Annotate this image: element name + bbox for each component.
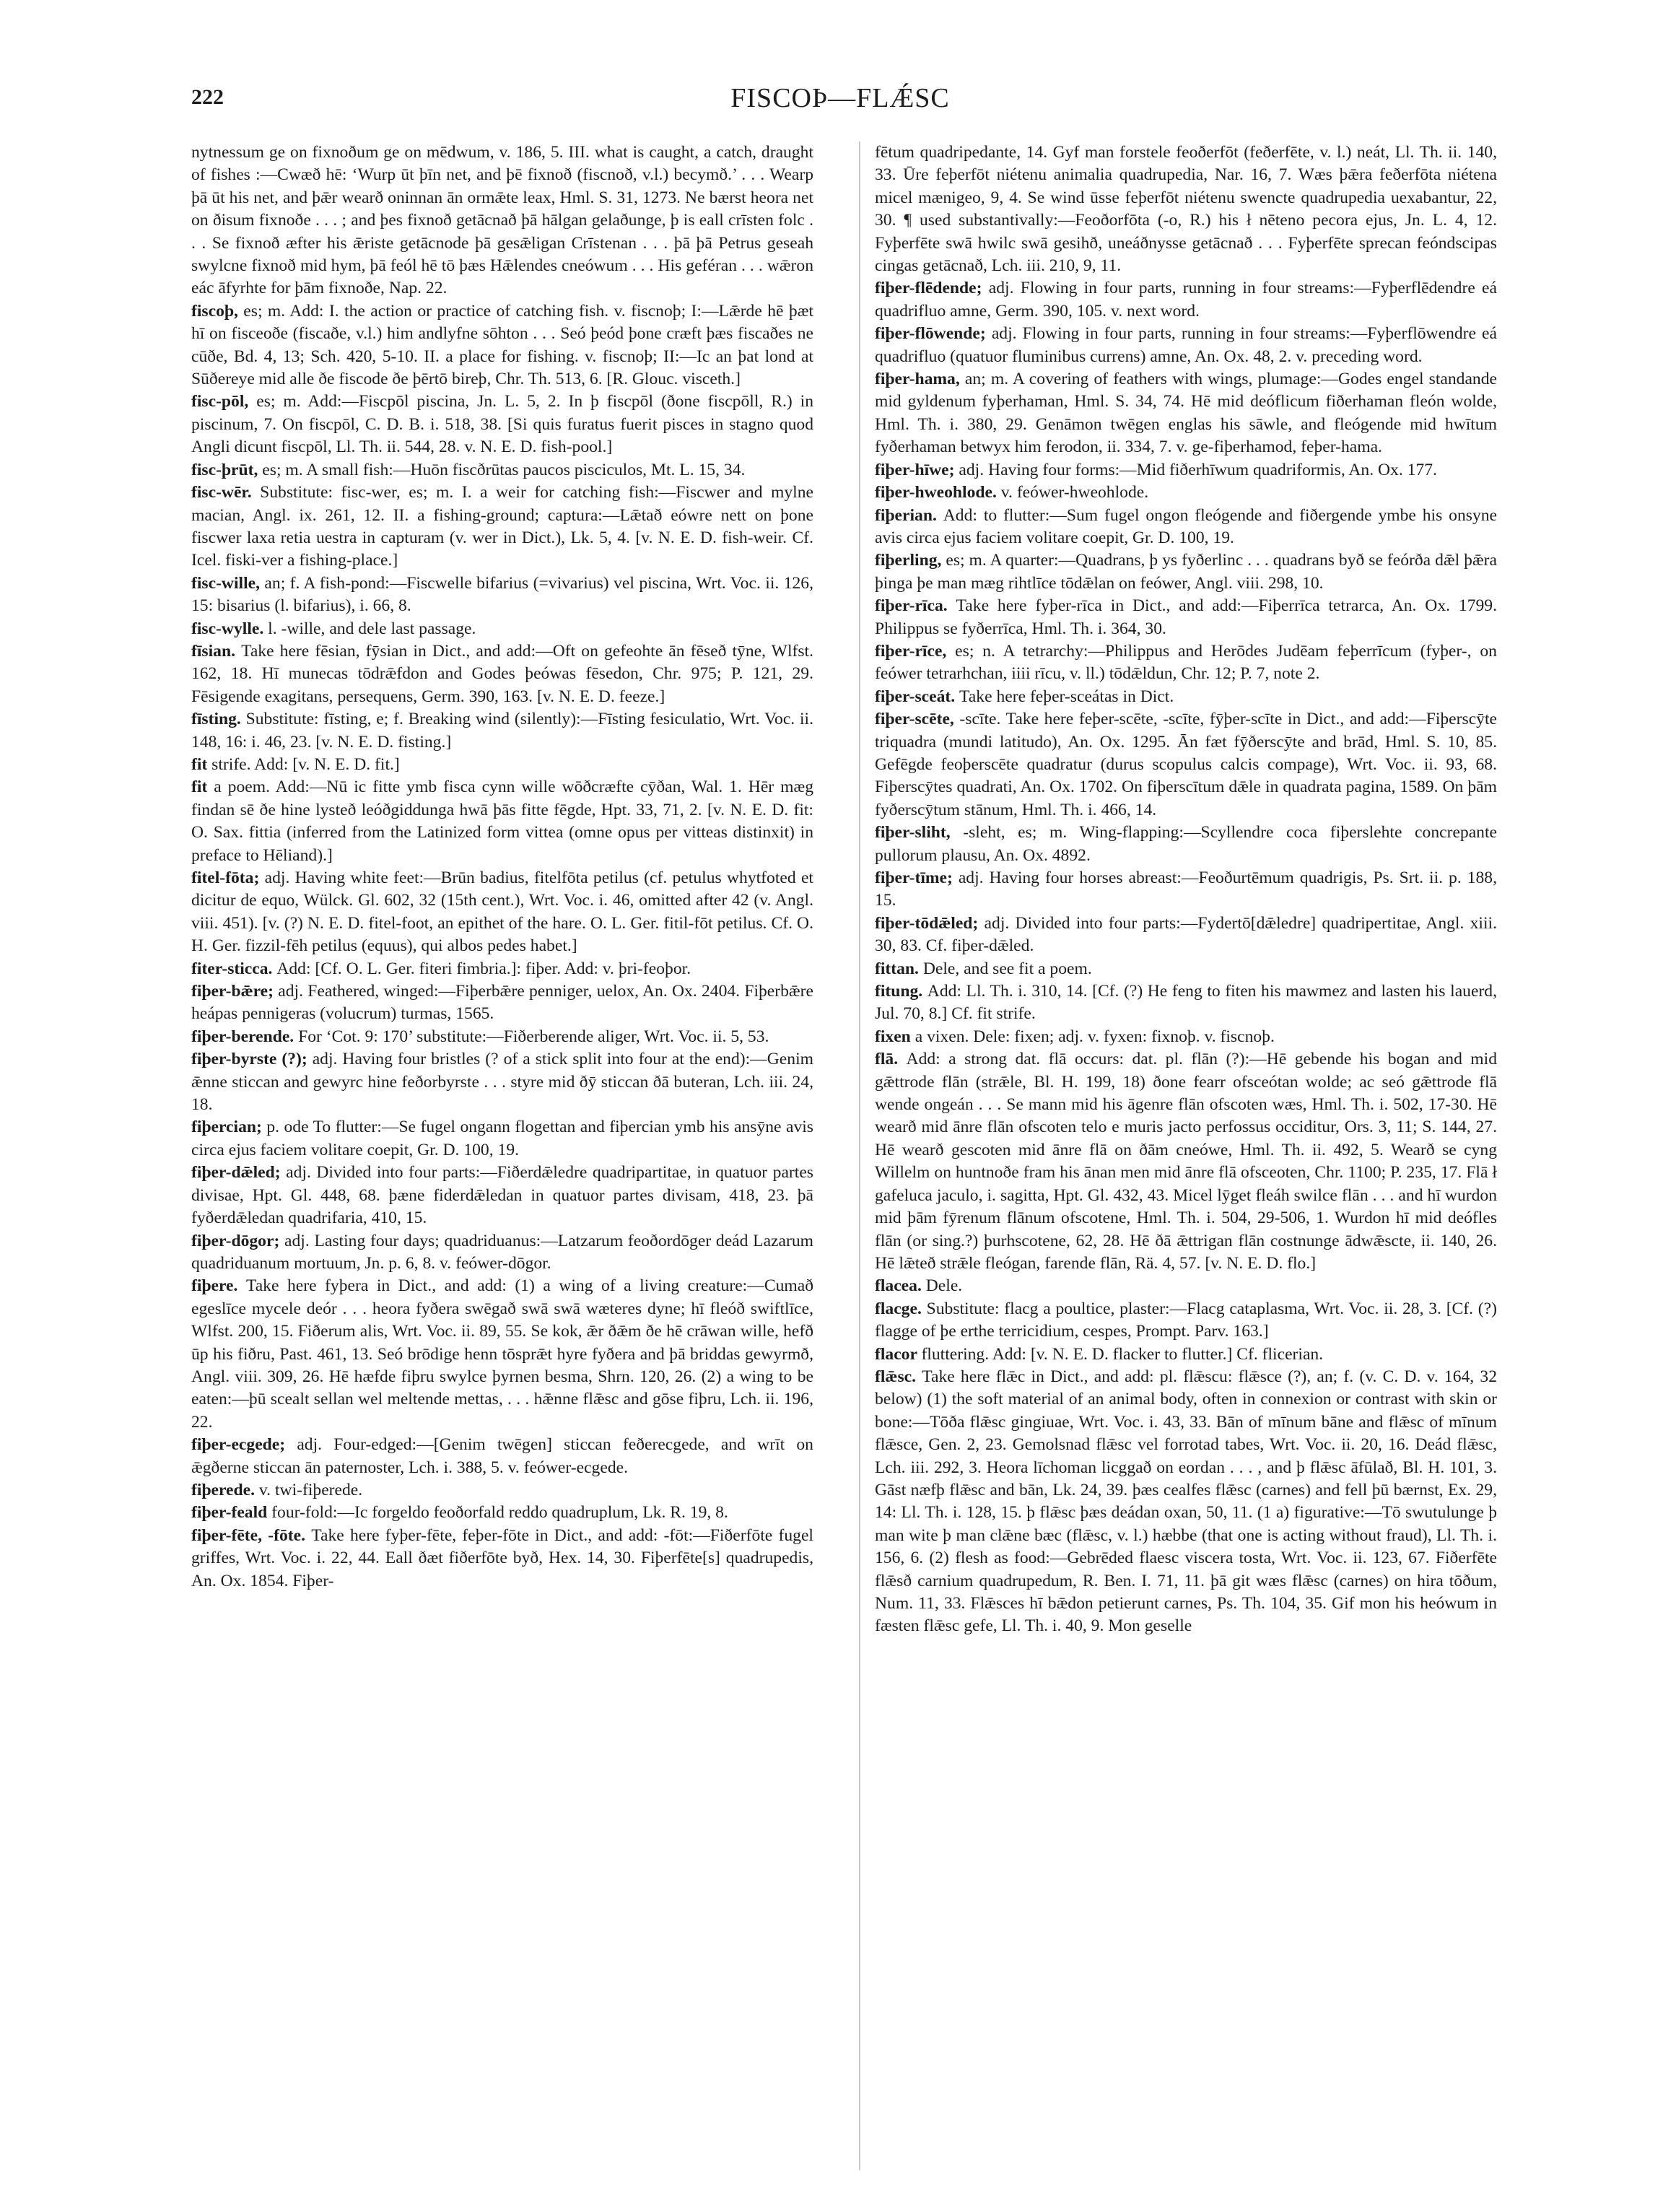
entry-headword: fiþer-hīwe; [875,460,959,479]
entry-headword: fitung. [875,982,927,1001]
entry-text: Take here fēsian, fȳsian in Dict., and add:—Oft on gefeohte ān fēseð tȳne, Wlfst. 162, 18. Hī munecas tōdrǣfdon and Godes þeówas fēsedon, Chr. 975; P. 121, 29. Fēsigende exagitans, persequens, Germ. 390, 163. [v. N. E. D. feeze.] [191,641,813,706]
entry-headword: flacea. [875,1276,926,1296]
entry-headword: fiþer-rīce, [875,641,956,661]
dictionary-entry [191,1434,813,1479]
entry-headword: fiþer-ecgede; [191,1435,297,1455]
entry-text: adj. Flowing in four parts, running in four streams:—Fyþerflōwendre eá quadrifluo (quatuor fluminibus currens) amne, An. Ox. 48, 2. v. preceding word. [875,324,1497,366]
entry-text: Take here flǣc in Dict., and add: pl. flǣscu: flǣsce (?), an; f. (v. C. D. v. 164, 32 below) (1) the soft material of an animal body, often in connexion or contrast with skin or bone:—Tōða flǣsc gingiuae, Wrt. Voc. i. 43, 33. Bān of mīnum bāne and flǣsc of mīnum flǣsce, Gen. 2, 23. Gemolsnad flǣsc vel forrotad tabes, Wrt. Voc. ii. 20, 16. Deád flǣsc, Lch. iii. 292, 3. Heora līchoman licggað on eordan . . . , and þ flǣsc āfūlað, Bl. H. 101, 3. Gāst næfþ flǣsc and bān, Lk. 24, 39. þæs cealfes flǣsc (carnes) and fell þū bærnst, Ex. 29, 14: Ll. Th. i. 128, 15. þ flǣsc þæs deádan oxan, 50, 11. (1 a) figurative:—Tō swutulunge þ man wite þ man clǣne bæc (flǣsc, v. l.) hæbbe (that one is acting without fraud), Ll. Th. i. 156, 6. (2) flesh as food:—Gebrēded flaesc viscera tosta, Wrt. Voc. ii. 123, 67. Fiðerfēte flǣsð carnium quadrupedum, R. Ben. I. 71, 11. þā git wæs flǣsc (carnes) on hira tōðum, Num. 11, 33. Flǣsces hī bǣdon petierunt carnes, Ps. Th. 104, 35. Gif mon his heówum in fæsten flǣsc gefe, Ll. Th. i. 40, 9. Mon geselle [875,1367,1497,1636]
entry-text: Substitute: flacg a poultice, plaster:—Flacg cataplasma, Wrt. Voc. ii. 28, 3. [Cf. (?) flagge of þe erthe terricidium, cespes, Prompt. Parv. 163.] [875,1299,1497,1341]
dictionary-entry [875,1298,1497,1344]
dictionary-entry [191,1525,813,1593]
dictionary-entry [191,867,813,958]
right-column [875,141,1497,2170]
entry-headword: fittan. [875,959,923,978]
dictionary-entry [191,958,813,980]
entry-text: Add: a strong dat. flā occurs: dat. pl. flān (?):—Hē gebende his bogan and mid gǣttrode flān (strǣle, Bl. H. 199, 18) ðone fearr ofsceótan wolde; ac seó gǣttrode flā wende ongeán . . . Se mann mid his āgenre flān ofscoten wæs, Hml. Th. i. 502, 17-30. Hē wearð mid ānre flān ofscoten telo e muris jacto perfossus occiditur, Ors. 3, 11; S. 144, 27. Hē wearð gescoten mid ānre flā on ðām cneówe, Hml. Th. ii. 492, 5. Wearð se cyng Willelm on huntnoðe fram his ānan men mid ānre flā ofsceoten, Chr. 1100; P. 235, 17. Flā ł gafeluca jaculo, i. sagitta, Hpt. Gl. 432, 43. Micel lȳget fleáh swilce flān . . . and hī wurdon mid þām fȳrenum flānum ofscotene, Hml. Th. i. 504, 29-506, 1. Wurdon hī mid deófles flān (or sing.?) þurhscotene, 62, 28. Hē ðā ǣttrigan flān costnunge ādwǣscte, ii. 140, 26. Hē lǣteð strǣle fleógan, farende flān, Rä. 4, 57. [v. N. E. D. flo.] [875,1050,1497,1273]
dictionary-entry [191,1479,813,1502]
dictionary-entry [191,1048,813,1116]
entry-text: p. ode To flutter:—Se fugel ongann flogettan and fiþercian ymb his ansȳne avis circa ejus faciem volitare coepit, Gr. D. 100, 19. [191,1118,813,1159]
dictionary-entry [191,391,813,458]
dictionary-entry [191,708,813,754]
entry-headword: fisc-wēr. [191,483,261,502]
dictionary-entry [191,1116,813,1162]
entry-headword: fiþer-hama, [875,370,965,389]
entry-headword: fiþere. [191,1276,246,1296]
dictionary-entry [875,505,1497,550]
entry-headword: fitel-fōta; [191,868,265,887]
dictionary-entry [191,572,813,618]
dictionary-entry [191,980,813,1026]
entry-text: Substitute: fisc-wer, es; m. I. a weir for catching fish:—Fiscwer and mylne macian, Angl. ix. 261, 12. II. a fishing-ground; captura:—Lǣtað eówre nett on þone fiscwer laxa retia uestra in capturam (v. wer in Dict.), Lk. 5, 4. [v. N. E. D. fish-weir. Cf. Icel. fiski-ver a fishing-place.] [191,483,813,570]
dictionary-entry [875,459,1497,482]
entry-text: es; m. Add: I. the action or practice of catching fish. v. fiscnoþ; I:—Lǣrde hē þæt hī on fisceoðe (fiscaðe, v.l.) him andlyfne sōhton . . . Seó þeód þone cræft þæs fiscaðes ne cūðe, Bd. 4, 13; Sch. 420, 5-10. II. a place for fishing. v. fiscnoþ; II:—Ic an þat lond at Sūðereye mid alle ðe fiscode ðe þērtō bireþ, Chr. Th. 513, 6. [R. Glouc. visceth.] [191,301,813,389]
entry-headword: flacge. [875,1299,927,1318]
entry-text: Dele. [925,1276,963,1296]
entry-headword: fiþer-fēte, -fōte. [191,1525,312,1545]
entry-headword: flacor [875,1344,922,1364]
entry-headword: fisc-wille, [191,573,265,593]
entry-headword: fiþerian. [875,505,943,525]
entry-headword: fiþerling, [875,551,946,570]
dictionary-entry [191,640,813,708]
entry-text: For ‘Cot. 9: 170’ substitute:—Fiðerberende aliger, Wrt. Voc. ii. 5, 53. [298,1027,769,1046]
entry-text: adj. Feathered, winged:—Fiþerbǣre penniger, uelox, An. Ox. 2404. Fiþerbǣre heápas pennigeras (volucrum) turmas, 1565. [191,982,813,1024]
entry-text: a poem. Add:—Nū ic fitte ymb fisca cynn wille wōðcræfte cȳðan, Wal. 1. Hēr mæg findan sē ðe hine lysteð leóðgiddunga hwā þās fitte fēgde, Hpt. 33, 71, 2. [v. N. E. D. fit: O. Sax. fittia (inferred from the Latinized form vittea (omne opus per vitteas distinxit) in preface to Hēliand).] [191,778,813,865]
dictionary-entry [191,1162,813,1229]
entry-headword: fiþer-hweohlode. [875,483,1001,502]
dictionary-entry [191,776,813,867]
entry-text: -sleht, es; m. Wing-flapping:—Scyllendre coca fiþerslehte concrepante pullorum plausu, An. Ox. 4892. [875,823,1497,865]
column-divider [859,141,860,2170]
entry-headword: fixen [875,1027,915,1046]
entry-text: Dele, and see fit a poem. [922,959,1092,978]
running-head: FISCOÞ—FLǼSC [730,83,950,113]
entry-text: an; m. A covering of feathers with wings, plumage:—Godes engel standande mid gyldenum fyþerhaman, Hml. S. 34, 74. Hē mid deóflicum fiðerhaman fleón wolde, Hml. Th. i. 380, 29. Genāmon twēgen englas his sāwle, and fleógende mid hwītum fyðerhaman betwyx him ferodon, ii. 334, 7. v. ge-fiþerhamod, feþer-hama. [875,370,1497,457]
dictionary-entry [875,323,1497,368]
entry-text: adj. Having white feet:—Brūn badius, fitelfōta petilus (cf. petulus whytfoted et dicitur de equo, Wülck. Gl. 602, 32 (15th cent.), Wrt. Voc. i. 46, omitted after 42 (v. Angl. viii. 451). [v. (?) N. E. D. fitel-foot, an epithet of the hare. O. L. Ger. fitil-fōt petilus. Cf. O. H. Ger. fizzil-fēh petilus (equus), qui albos pedes habet.] [191,868,813,956]
dictionary-entry [191,141,813,300]
dictionary-entry [875,958,1497,980]
entry-text: l. -wille, and dele last passage. [268,619,476,638]
dictionary-entry [875,482,1497,504]
entry-text: fluttering. Add: [v. N. E. D. flacker to flutter.] Cf. flicerian. [921,1344,1324,1364]
entry-text: fētum quadripedante, 14. Gyf man forstele feoðerfōt (feðerfēte, v. l.) neát, Ll. Th. ii. 140, 33. Ūre feþerfōt niétenu animalia quadrupedia, Nar. 16, 7. Wæs þǣra feðerfōta niétena micel mænigeo, 9, 4. Se wind ūsse feþerfōt niétenu swencte quadrupedia uexabantur, 22, 30. ¶ used substantivally:—Feoðorfōta (-o, R.) his ł nēteno pecora ejus, Jn. L. 4, 12. Fyþerfēte swā hwilc swā gesihð, uneáðnysse getācnað . . . Fyþerfēte sprecan feóndscipas cingas getācnað, Lch. iii. 210, 9, 11. [875,143,1497,276]
dictionary-entry [875,980,1497,1026]
entry-headword: fiþer-rīca. [875,596,956,616]
dictionary-entry [875,1366,1497,1638]
entry-headword: fiþer-tīme; [875,868,959,887]
entry-headword: fiþer-bǣre; [191,982,279,1001]
entry-text: adj. Flowing in four parts, running in four streams:—Fyþerflēdendre eá quadrifluo amne, Germ. 390, 105. v. next word. [875,279,1497,321]
dictionary-entry [875,640,1497,686]
entry-text: strife. Add: [v. N. E. D. fit.] [211,754,400,774]
entry-headword: fiþer-feald [191,1503,272,1523]
dictionary-entry [191,1275,813,1434]
page-header [191,85,1489,121]
entry-text: nytnessum ge on fixnoðum ge on mēdwum, v. 186, 5. III. what is caught, a catch, draught of fishes :—Cwæð hē: ‘Wurp ūt þīn net, and þē fixnoð (fiscnoð, v.l.) becymð.’ . . . Wearp þā ūt his net, and þǣr wearð oninnan ān ormǣte leax, Hml. S. 31, 1273. Ne bærst heora net on ðisum fixnoðe . . . ; and þes fixnoð getācnað þā hālgan gelaðunge, þ is eall crīsten folc . . . Se fixnoð æfter his ǣriste getācnode þā gesǣligan Crīstenan . . . þā þā Petrus geseah swylcne fixnoð mid hym, þā feól hē tō þæs Hǣlendes cneówum . . . His geféran . . . wǣron eác āfyrhte for þām fixnoðe, Nap. 22. [191,143,813,298]
entry-headword: fiþercian; [191,1118,267,1137]
entry-text: es; m. Add:—Fiscpōl piscina, Jn. L. 5, 2. In þ fiscpōl (ðone fiscpōll, R.) in piscinum, 7. On fiscpōl, C. D. B. i. 518, 38. [Si quis furatus fuerit pisces in stagno quod Angli dicunt fiscpōl, Ll. Th. ii. 544, 28. v. N. E. D. fish-pool.] [191,392,813,457]
entry-headword: fiþer-flēdende; [875,279,989,298]
entry-headword: fisc-þrūt, [191,460,263,479]
entry-text: Add: Ll. Th. i. 310, 14. [Cf. (?) He feng to fiten his mawmez and lasten his lauerd, Jul. 70, 8.] Cf. fit strife. [875,982,1497,1024]
dictionary-entry [875,686,1497,708]
entry-text: Take here fyþer-rīca in Dict., and add:—Fiþerrīca tetrarca, An. Ox. 1799. Philippus se fyðerrīca, Hml. Th. i. 364, 30. [875,596,1497,638]
entry-text: Take here feþer-sceátas in Dict. [959,687,1174,706]
page-number: 222 [191,85,224,109]
entry-text: es; n. A tetrarchy:—Philippus and Herōdes Judēam feþerrīcum (fyþer-, on feówer tetrarhchan, iiii rīcu, v. ll.) tōdǣldun, Chr. 12; P. 7, note 2. [875,641,1497,684]
entry-headword: fiþer-scēte, [875,710,960,729]
dictionary-entry [191,1230,813,1276]
entry-headword: fiþer-flōwende; [875,324,992,344]
entry-headword: fiþer-berende. [191,1027,299,1046]
dictionary-entry [191,300,813,391]
dictionary-entry [875,277,1497,323]
entry-text: a vixen. Dele: fixen; adj. v. fyxen: fixnoþ. v. fiscnoþ. [915,1027,1275,1046]
entry-headword: fit [191,778,214,797]
entry-headword: fīsian. [191,641,242,661]
entry-text: Add: [Cf. O. L. Ger. fiteri fimbria.]: fiþer. Add: v. þri-feoþor. [276,959,691,978]
dictionary-entry [875,1048,1497,1275]
entry-headword: fiþerede. [191,1480,259,1499]
entry-headword: fiþer-dǣled; [191,1163,287,1183]
entry-text: adj. Divided into four parts:—Fiðerdǣledre quadripartitae, in quatuor partes divisae, Hpt. Gl. 448, 68. þæne fiderdǣledan in quatuor partes divisam, 418, 23. þā fyðerdǣledan quadrifaria, 410, 15. [191,1163,813,1228]
entry-headword: fiþer-tōdǣled; [875,913,985,933]
dictionary-entry [875,1026,1497,1048]
entry-text: v. feówer-hweohlode. [1000,483,1149,502]
dictionary-entry [875,822,1497,867]
entry-text: es; m. A small fish:—Huōn fiscðrūtas paucos pisciculos, Mt. L. 15, 34. [262,460,746,479]
entry-text: Take here fyþer-fēte, feþer-fōte in Dict., and add: -fōt:—Fiðerfōte fugel griffes, Wrt. Voc. i. 22, 44. Eall ðæt fiðerfōte byð, Hex. 14, 30. Fiþerfēte[s] quadrupedis, An. Ox. 1854. Fiþer- [191,1525,813,1590]
dictionary-entry [875,1275,1497,1297]
dictionary-entry [875,141,1497,277]
dictionary-entry [191,459,813,482]
dictionary-entry [875,1344,1497,1366]
entry-headword: fiþer-dōgor; [191,1231,285,1250]
dictionary-entry [191,754,813,776]
entry-text: an; f. A fish-pond:—Fiscwelle bifarius (=vivarius) vel piscina, Wrt. Voc. ii. 126, 15: bisarius (l. bifarius), i. 66, 8. [191,573,813,616]
entry-text: adj. Having four horses abreast:—Feoðurtēmum quadrigis, Ps. Srt. ii. p. 188, 15. [875,868,1497,910]
dictionary-entry [875,368,1497,459]
dictionary-entry [191,1502,813,1524]
dictionary-entry [875,595,1497,640]
entry-headword: fiscoþ, [191,301,244,321]
entry-text: Take here fyþera in Dict., and add: (1) a wing of a living creature:—Cumað egeslīce mycele deór . . . heora fyðera swēgað swā swā wæteres dyne; hī fleóð swiftlīce, Wlfst. 200, 15. Fiðerum alis, Wrt. Voc. ii. 89, 55. Se kok, ǣr ðǣm ðe hē crāwan wille, hefð ūp his fiðru, Past. 461, 13. Seó brōdige henn tōsprǣt hyre fyðera and þā briddas gewyrmð, Angl. viii. 309, 26. Hē hæfde fiþru swylce þyrnen besma, Shrn. 120, 26. (2) a wing to be eaten:—þū scealt sellan wel meltende mettas, . . . hǣnne flǣsc and gōse fiþru, Lch. ii. 196, 22. [191,1276,813,1432]
entry-headword: fiþer-sliht, [875,823,964,842]
dictionary-entry [191,1026,813,1048]
entry-headword: fisc-pōl, [191,392,257,412]
entry-text: adj. Divided into four parts:—Fydertō[dǣledre] quadripertitae, Angl. xiii. 30, 83. Cf. fiþer-dǣled. [875,913,1497,956]
entry-text: adj. Having four bristles (? of a stick split into four at the end):—Genim ǣnne sticcan and gewyrc hine feðorbyrste . . . styre mid ðȳ sticcan ðā buteran, Lch. iii. 24, 18. [191,1050,813,1115]
dictionary-entry [875,913,1497,958]
entry-headword: fit [191,754,212,774]
entry-text: -scīte. Take here feþer-scēte, -scīte, fȳþer-scīte in Dict., and add:—Fiþerscȳte triquadra (mundi latitudo), An. Ox. 1295. Ān fæt fȳðerscȳte and brād, Hml. S. 10, 85. Gefēgde feoþerscēte quadratur (durus scopulus calcis compage), Wrt. Voc. ii. 93, 68. Fiþerscȳtes quadrati, An. Ox. 1702. On fiþerscītum dǣle in quadrata pagina, 1589. On þām fyðerscȳtum stānum, Hml. Th. i. 466, 14. [875,710,1497,819]
entry-text: v. twi-fiþerede. [258,1480,363,1499]
entry-headword: fīsting. [191,710,246,729]
entry-text: adj. Having four forms:—Mid fiðerhīwum quadriformis, An. Ox. 177. [959,460,1437,479]
entry-text: Substitute: fīsting, e; f. Breaking wind (silently):—Fīsting fesiculatio, Wrt. Voc. ii. 148, 16: i. 46, 23. [v. N. E. D. fisting.] [191,710,813,752]
dictionary-entry [875,549,1497,595]
dictionary-entry [191,482,813,572]
entry-headword: fiter-sticca. [191,959,277,978]
entry-headword: fiþer-byrste (?); [191,1050,313,1069]
entry-text: adj. Lasting four days; quadriduanus:—Latzarum feoðordōger deád Lazarum quadriduanum mortuum, Jn. p. 6, 8. v. feówer-dōgor. [191,1231,813,1273]
left-column [191,141,813,2170]
entry-text: adj. Four-edged:—[Genim twēgen] sticcan feðerecgede, and wrīt on ǣgðerne sticcan ān paternoster, Lch. i. 388, 5. v. feówer-ecgede. [191,1435,813,1477]
dictionary-entry [875,708,1497,822]
dictionary-entry [875,867,1497,913]
dictionary-entry [191,618,813,640]
entry-headword: fiþer-sceát. [875,687,960,706]
entry-headword: flǣsc. [875,1367,922,1386]
entry-headword: flā. [875,1050,907,1069]
entry-headword: fisc-wylle. [191,619,269,638]
entry-text: es; m. A quarter:—Quadrans, þ ys fyðerlinc . . . quadrans byð se feórða dǣl þǣra þinga þe man mæg rihtlīce tōdǣlan on feówer, Angl. viii. 298, 10. [875,551,1497,593]
entry-text: Add: to flutter:—Sum fugel ongon fleógende and fiðergende ymbe his onsyne avis circa ejus faciem volitare coepit, Gr. D. 100, 19. [875,505,1497,547]
entry-text: four-fold:—Ic forgeldo feoðorfald reddo quadruplum, Lk. R. 19, 8. [271,1503,728,1523]
